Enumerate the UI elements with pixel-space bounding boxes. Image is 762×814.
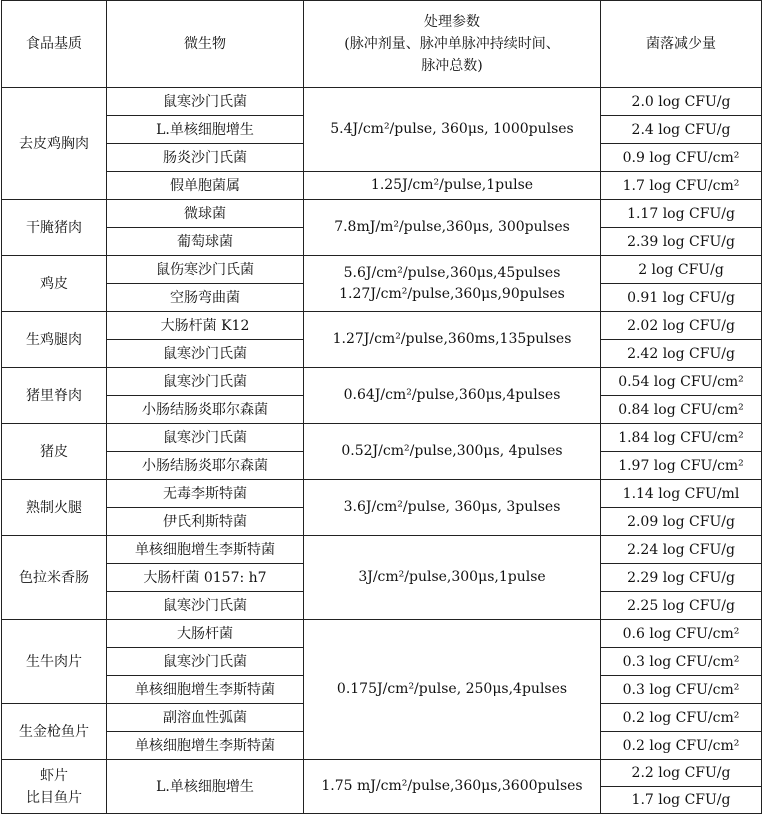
header-matrix: 食品基质 xyxy=(2,1,107,88)
microbe-cell: 鼠寒沙门氏菌 xyxy=(107,592,304,620)
microbe-cell: 小肠结肠炎耶尔森菌 xyxy=(107,452,304,480)
params-cell: 0.175J/cm²/pulse, 250μs,4pulses xyxy=(304,620,601,760)
microbe-cell: 假单胞菌属 xyxy=(107,172,304,200)
microbe-cell: L.单核细胞增生 xyxy=(107,760,304,814)
microbe-cell: 空肠弯曲菌 xyxy=(107,284,304,312)
matrix-cell: 熟制火腿 xyxy=(2,480,107,536)
microbe-cell: 无毒李斯特菌 xyxy=(107,480,304,508)
params-cell: 0.64J/cm²/pulse,360μs,4pulses xyxy=(304,368,601,424)
microbe-cell: 鼠寒沙门氏菌 xyxy=(107,340,304,368)
matrix-cell: 猪皮 xyxy=(2,424,107,480)
microbe-cell: L.单核细胞增生 xyxy=(107,116,304,144)
table-row xyxy=(2,536,762,564)
reduction-cell: 2.0 log CFU/g xyxy=(601,88,762,116)
params-cell: 3J/cm²/pulse,300μs,1pulse xyxy=(304,536,601,620)
reduction-cell: 0.91 log CFU/g xyxy=(601,284,762,312)
matrix-cell: 干腌猪肉 xyxy=(2,200,107,256)
reduction-cell: 1.7 log CFU/cm² xyxy=(601,172,762,200)
microbe-cell: 鼠伤寒沙门氏菌 xyxy=(107,256,304,284)
matrix-cell: 去皮鸡胸肉 xyxy=(2,88,107,200)
reduction-cell: 1.17 log CFU/g xyxy=(601,200,762,228)
matrix-cell: 生金枪鱼片 xyxy=(2,704,107,760)
header-params xyxy=(304,1,601,88)
params-cell: 1.27J/cm²/pulse,360ms,135pulses xyxy=(304,312,601,368)
matrix-cell: 鸡皮 xyxy=(2,256,107,312)
reduction-cell: 2.25 log CFU/g xyxy=(601,592,762,620)
reduction-cell: 2.24 log CFU/g xyxy=(601,536,762,564)
microbe-cell: 副溶血性弧菌 xyxy=(107,704,304,732)
reduction-cell: 0.84 log CFU/cm² xyxy=(601,396,762,424)
matrix-line: 虾片 xyxy=(40,767,68,784)
reduction-cell: 0.6 log CFU/cm² xyxy=(601,620,762,648)
matrix-cell: 猪里脊肉 xyxy=(2,368,107,424)
matrix-cell: 生牛肉片 xyxy=(2,620,107,704)
microbe-cell: 微球菌 xyxy=(107,200,304,228)
params-cell: 1.25J/cm²/pulse,1pulse xyxy=(304,172,601,200)
params-cell: 0.52J/cm²/pulse,300μs, 4pulses xyxy=(304,424,601,480)
data-table xyxy=(1,0,762,814)
matrix-cell xyxy=(2,760,107,814)
params-cell xyxy=(304,256,601,312)
reduction-cell: 1.97 log CFU/cm² xyxy=(601,452,762,480)
reduction-cell: 2.02 log CFU/g xyxy=(601,312,762,340)
params-cell: 1.75 mJ/cm²/pulse,360μs,3600pulses xyxy=(304,760,601,814)
microbe-cell: 鼠寒沙门氏菌 xyxy=(107,424,304,452)
header-params-line: 处理参数 xyxy=(424,14,480,30)
microbe-cell: 肠炎沙门氏菌 xyxy=(107,144,304,172)
header-row xyxy=(2,1,762,88)
reduction-cell: 2.39 log CFU/g xyxy=(601,228,762,256)
header-params-line: 脉冲总数) xyxy=(421,58,483,74)
microbe-cell: 鼠寒沙门氏菌 xyxy=(107,648,304,676)
params-cell: 3.6J/cm²/pulse, 360μs, 3pulses xyxy=(304,480,601,536)
header-microbe: 微生物 xyxy=(107,1,304,88)
table-row xyxy=(2,620,762,648)
microbe-cell: 大肠杆菌 xyxy=(107,620,304,648)
reduction-cell: 2.2 log CFU/g xyxy=(601,760,762,787)
microbe-cell: 葡萄球菌 xyxy=(107,228,304,256)
header-params-line: (脉冲剂量、脉冲单脉冲持续时间、 xyxy=(344,36,560,52)
reduction-cell: 1.14 log CFU/ml xyxy=(601,480,762,508)
microbe-cell: 单核细胞增生李斯特菌 xyxy=(107,536,304,564)
params-cell: 5.4J/cm²/pulse, 360μs, 1000pulses xyxy=(304,88,601,172)
table-row xyxy=(2,312,762,340)
table-row xyxy=(2,760,762,787)
microbe-cell: 大肠杆菌 0157: h7 xyxy=(107,564,304,592)
table-row xyxy=(2,200,762,228)
table-row xyxy=(2,172,762,200)
reduction-cell: 2.42 log CFU/g xyxy=(601,340,762,368)
header-reduction: 菌落减少量 xyxy=(601,1,762,88)
reduction-cell: 0.2 log CFU/cm² xyxy=(601,704,762,732)
reduction-cell: 0.3 log CFU/cm² xyxy=(601,648,762,676)
microbe-cell: 大肠杆菌 K12 xyxy=(107,312,304,340)
reduction-cell: 0.54 log CFU/cm² xyxy=(601,368,762,396)
reduction-cell: 1.7 log CFU/g xyxy=(601,787,762,814)
matrix-cell: 生鸡腿肉 xyxy=(2,312,107,368)
microbe-cell: 小肠结肠炎耶尔森菌 xyxy=(107,396,304,424)
table-row xyxy=(2,480,762,508)
params-cell: 7.8mJ/m²/pulse,360μs, 300pulses xyxy=(304,200,601,256)
matrix-line: 比目鱼片 xyxy=(26,789,82,806)
matrix-cell: 色拉米香肠 xyxy=(2,536,107,620)
reduction-cell: 2.29 log CFU/g xyxy=(601,564,762,592)
reduction-cell: 0.3 log CFU/cm² xyxy=(601,676,762,704)
microbe-cell: 单核细胞增生李斯特菌 xyxy=(107,732,304,760)
table-row xyxy=(2,88,762,116)
params-line: 5.6J/cm²/pulse,360μs,45pulses xyxy=(343,264,561,281)
table-row xyxy=(2,368,762,396)
microbe-cell: 单核细胞增生李斯特菌 xyxy=(107,676,304,704)
microbe-cell: 鼠寒沙门氏菌 xyxy=(107,88,304,116)
microbe-cell: 鼠寒沙门氏菌 xyxy=(107,368,304,396)
table-row xyxy=(2,256,762,284)
reduction-cell: 2 log CFU/g xyxy=(601,256,762,284)
table-row xyxy=(2,424,762,452)
reduction-cell: 0.9 log CFU/cm² xyxy=(601,144,762,172)
reduction-cell: 2.4 log CFU/g xyxy=(601,116,762,144)
reduction-cell: 0.2 log CFU/cm² xyxy=(601,732,762,760)
microbe-cell: 伊氏利斯特菌 xyxy=(107,508,304,536)
reduction-cell: 2.09 log CFU/g xyxy=(601,508,762,536)
reduction-cell: 1.84 log CFU/cm² xyxy=(601,424,762,452)
params-line: 1.27J/cm²/pulse,360μs,90pulses xyxy=(339,285,565,302)
